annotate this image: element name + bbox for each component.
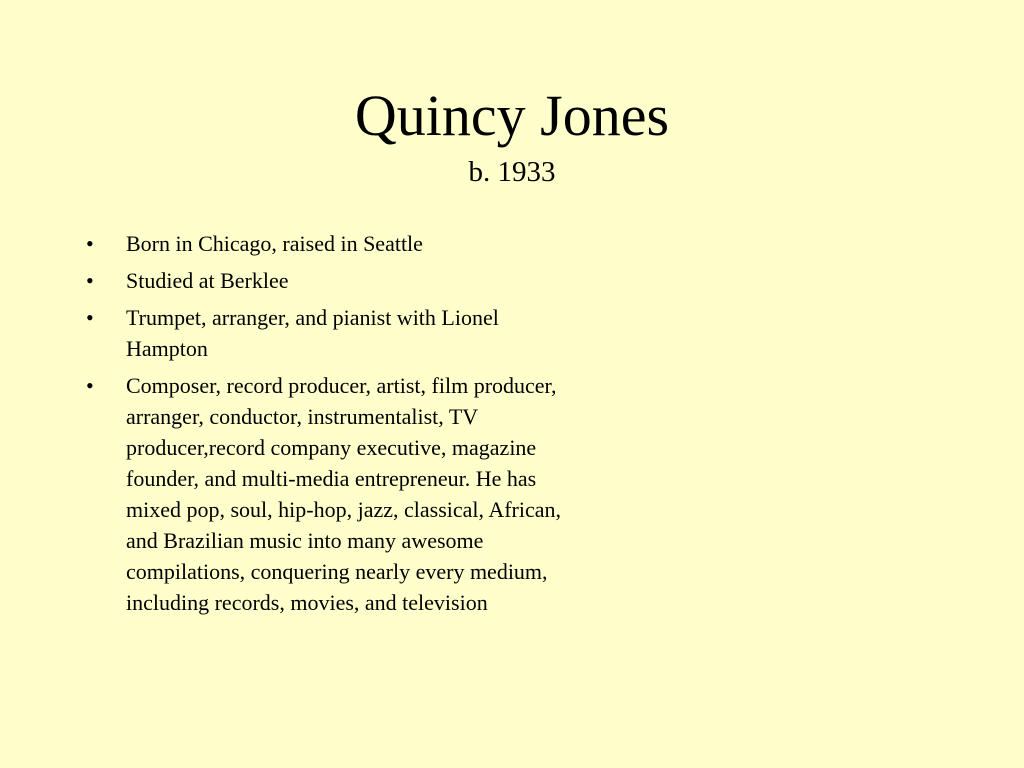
bullet-item-education [86,265,586,296]
bullet-marker: • [86,231,94,256]
slide-title: Quincy Jones [354,83,670,148]
bullet-text: Born in Chicago, raised in Seattle [126,231,423,256]
bullet-item-birthplace [86,228,586,259]
bullet-marker: • [86,305,94,330]
bullet-list [86,228,586,624]
title-block [0,78,1024,190]
bullet-marker: • [86,373,94,398]
bullet-text: Composer, record producer, artist, film producer, arranger, conductor, instrumentalist, TV producer,record company executive, magazine founder, and multi-media entrepreneur. He has mixed pop, soul, hip-hop, jazz, classical, African, and Brazilian music into many awesome compilations, conquering nearly every medium, including records, movies, and television [126,373,561,615]
bullet-marker: • [86,268,94,293]
bullet-item-early-career [86,302,586,364]
slide-subtitle: b. 1933 [468,156,556,188]
bullet-item-career-summary [86,370,586,618]
bullet-text: Studied at Berklee [126,268,289,293]
bullet-text: Trumpet, arranger, and pianist with Lionel Hampton [126,305,499,361]
